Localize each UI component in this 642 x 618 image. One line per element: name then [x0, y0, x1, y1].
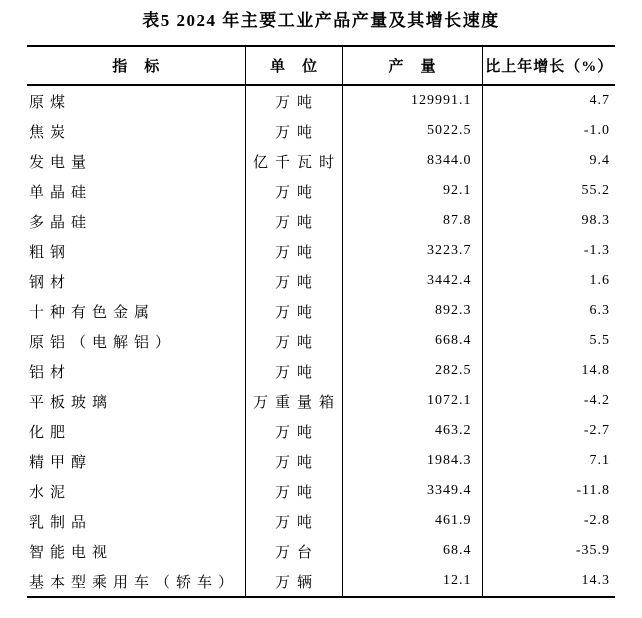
unit-cell: 万吨: [245, 356, 342, 386]
output-cell: 3223.7: [342, 236, 482, 266]
unit-cell: 万吨: [245, 296, 342, 326]
unit-cell: 万吨: [245, 266, 342, 296]
indicator-cell: 铝材: [27, 356, 245, 386]
output-cell: 1984.3: [342, 446, 482, 476]
output-cell: 5022.5: [342, 116, 482, 146]
table-row: [27, 506, 615, 536]
growth-cell: 98.3: [581, 213, 610, 228]
unit-cell: 万吨: [245, 116, 342, 146]
header-growth: 比上年增长（%）: [482, 46, 615, 85]
unit-cell: 万辆: [245, 566, 342, 597]
table-row: [27, 476, 615, 506]
indicator-cell: 精甲醇: [27, 446, 245, 476]
table-body: [27, 85, 615, 597]
output-cell: 12.1: [342, 566, 482, 597]
growth-cell: 5.5: [589, 333, 610, 348]
output-cell: 68.4: [342, 536, 482, 566]
output-cell: 8344.0: [342, 146, 482, 176]
table-row: [27, 146, 615, 176]
table-row: [27, 206, 615, 236]
unit-cell: 万吨: [245, 236, 342, 266]
table-row: [27, 356, 615, 386]
growth-cell: -35.9: [575, 543, 610, 558]
unit-cell: 亿千瓦时: [245, 146, 342, 176]
indicator-cell: 焦炭: [27, 116, 245, 146]
indicator-cell: 原煤: [27, 85, 245, 116]
header-unit: 单 位: [245, 46, 342, 85]
table-row: [27, 536, 615, 566]
indicator-cell: 智能电视: [27, 536, 245, 566]
unit-cell: 万吨: [245, 446, 342, 476]
table-title: 表5 2024 年主要工业产品产量及其增长速度: [142, 11, 500, 30]
unit-cell: 万吨: [245, 416, 342, 446]
growth-cell: 55.2: [581, 183, 610, 198]
growth-cell: -1.3: [583, 243, 610, 258]
table-row: [27, 176, 615, 206]
indicator-cell: 发电量: [27, 146, 245, 176]
unit-cell: 万吨: [245, 506, 342, 536]
indicator-cell: 基本型乘用车（轿车）: [27, 566, 245, 597]
output-cell: 3349.4: [342, 476, 482, 506]
indicator-cell: 多晶硅: [27, 206, 245, 236]
indicator-cell: 平板玻璃: [27, 386, 245, 416]
indicator-cell: 钢材: [27, 266, 245, 296]
output-cell: 282.5: [342, 356, 482, 386]
table-row: [27, 416, 615, 446]
growth-cell: 4.7: [589, 93, 610, 108]
growth-cell: -2.7: [583, 423, 610, 438]
output-cell: 892.3: [342, 296, 482, 326]
growth-cell: 14.8: [581, 363, 610, 378]
growth-cell: -1.0: [583, 123, 610, 138]
unit-cell: 万吨: [245, 206, 342, 236]
indicator-cell: 化肥: [27, 416, 245, 446]
table-row: [27, 386, 615, 416]
output-cell: 463.2: [342, 416, 482, 446]
unit-cell: 万吨: [245, 476, 342, 506]
indicator-cell: 乳制品: [27, 506, 245, 536]
table-row: [27, 236, 615, 266]
indicator-cell: 单晶硅: [27, 176, 245, 206]
growth-cell: 9.4: [589, 153, 610, 168]
table-row: [27, 296, 615, 326]
output-cell: 92.1: [342, 176, 482, 206]
growth-cell: 7.1: [589, 453, 610, 468]
output-cell: 461.9: [342, 506, 482, 536]
table-row: [27, 116, 615, 146]
unit-cell: 万吨: [245, 326, 342, 356]
growth-cell: -2.8: [583, 513, 610, 528]
table-row: [27, 85, 615, 116]
growth-cell: 14.3: [581, 573, 610, 588]
output-cell: 1072.1: [342, 386, 482, 416]
growth-cell: -4.2: [583, 393, 610, 408]
unit-cell: 万吨: [245, 176, 342, 206]
table-row: [27, 566, 615, 597]
output-cell: 668.4: [342, 326, 482, 356]
table-header-row: [27, 46, 615, 85]
growth-cell: -11.8: [576, 483, 610, 498]
growth-cell: 1.6: [589, 273, 610, 288]
table-row: [27, 446, 615, 476]
output-cell: 87.8: [342, 206, 482, 236]
unit-cell: 万重量箱: [245, 386, 342, 416]
indicator-cell: 十种有色金属: [27, 296, 245, 326]
indicator-cell: 水泥: [27, 476, 245, 506]
header-output: 产 量: [342, 46, 482, 85]
table-row: [27, 266, 615, 296]
industrial-output-table: [27, 45, 615, 598]
growth-cell: 6.3: [589, 303, 610, 318]
header-indicator: 指 标: [27, 46, 245, 85]
indicator-cell: 原铝（电解铝）: [27, 326, 245, 356]
unit-cell: 万台: [245, 536, 342, 566]
indicator-cell: 粗钢: [27, 236, 245, 266]
unit-cell: 万吨: [245, 85, 342, 116]
output-cell: 3442.4: [342, 266, 482, 296]
table-row: [27, 326, 615, 356]
output-cell: 129991.1: [342, 85, 482, 116]
